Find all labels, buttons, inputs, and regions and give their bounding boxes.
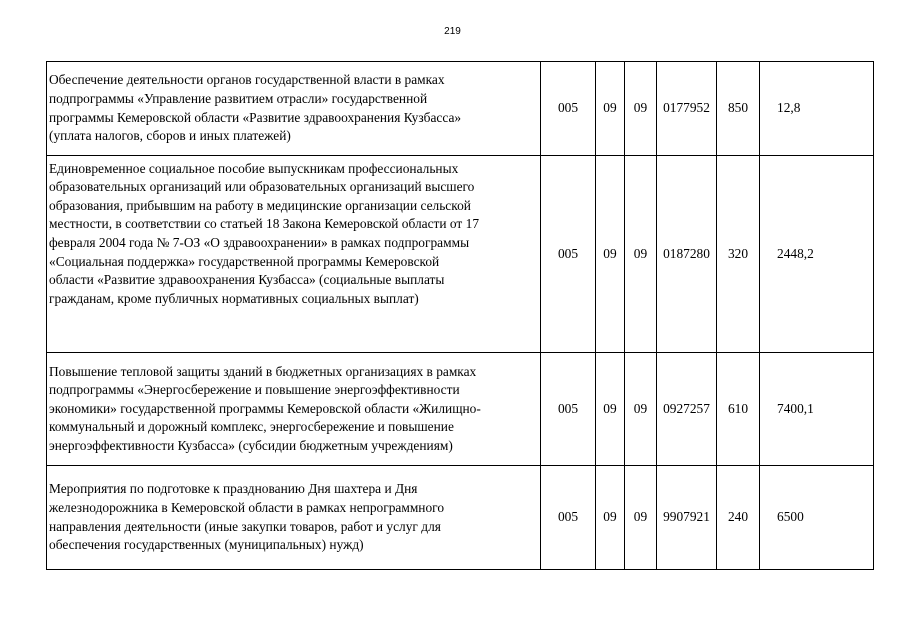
target-article-cell: 9907921 (657, 466, 717, 570)
section-code-cell: 09 (596, 62, 625, 156)
section-code-cell: 09 (596, 156, 625, 353)
target-article-cell: 0177952 (657, 62, 717, 156)
row-description: Единовременное социальное пособие выпускникам профессиональных образовательных организаций или образовательных организаций высшего образования, прибывшим на работу в медицинские организации сельской местности, в соответствии со статьей 18 Закона Кемеровской области от 17 февраля 2004 года № 7-ОЗ «О здравоохранении» в рамках подпрограммы «Социальная поддержка» государственной программы Кемеровской области «Развитие здравоохранения Кузбасса» (социальные выплаты гражданам, кроме публичных нормативных социальных выплат) (49, 160, 480, 306)
row-description: Мероприятия по подготовке к празднованию Дня шахтера и Дня железнодорожника в Кемеровской области в рамках непрограммного направления деятельности (иные закупки товаров, работ и услуг для обеспечения государственных (муниципальных) нужд) (49, 481, 445, 553)
ministry-code-cell: 005 (541, 156, 596, 353)
table-row (47, 466, 874, 570)
row-description-cell (47, 353, 541, 466)
target-article-cell: 0187280 (657, 156, 717, 353)
page-number: 219 (444, 26, 461, 37)
row-description-cell (47, 466, 541, 570)
table-row (47, 62, 874, 156)
ministry-code-cell: 005 (541, 466, 596, 570)
row-description: Повышение тепловой защиты зданий в бюджетных организациях в рамках подпрограммы «Энергосбережение и повышение энергоэффективности экономики» государственной программы Кемеровской области «Жилищно- коммунальный и дорожный комплекс, энергосбережение и повышение энергоэффективности Кузбасса» (субсидии бюджетным учреждениям) (49, 363, 481, 453)
row-description-cell (47, 62, 541, 156)
section-code-cell: 09 (596, 466, 625, 570)
row-description-cell (47, 156, 541, 353)
expense-type-cell: 240 (717, 466, 760, 570)
sum-cell: 12,8 (760, 62, 874, 156)
target-article-cell: 0927257 (657, 353, 717, 466)
subsection-code-cell: 09 (625, 62, 657, 156)
subsection-code-cell: 09 (625, 353, 657, 466)
sum-cell: 6500 (760, 466, 874, 570)
subsection-code-cell: 09 (625, 466, 657, 570)
sum-cell: 7400,1 (760, 353, 874, 466)
subsection-code-cell: 09 (625, 156, 657, 353)
expense-type-cell: 610 (717, 353, 760, 466)
expense-type-cell: 850 (717, 62, 760, 156)
row-description: Обеспечение деятельности органов государственной власти в рамках подпрограммы «Управление развитием отрасли» государственной программы Кемеровской области «Развитие здравоохранения Кузбасса» (уплата налогов, сборов и иных платежей) (49, 72, 462, 144)
expense-type-cell: 320 (717, 156, 760, 353)
table-row (47, 353, 874, 466)
table-row (47, 156, 874, 353)
section-code-cell: 09 (596, 353, 625, 466)
ministry-code-cell: 005 (541, 62, 596, 156)
budget-table (46, 61, 874, 570)
sum-cell: 2448,2 (760, 156, 874, 353)
ministry-code-cell: 005 (541, 353, 596, 466)
